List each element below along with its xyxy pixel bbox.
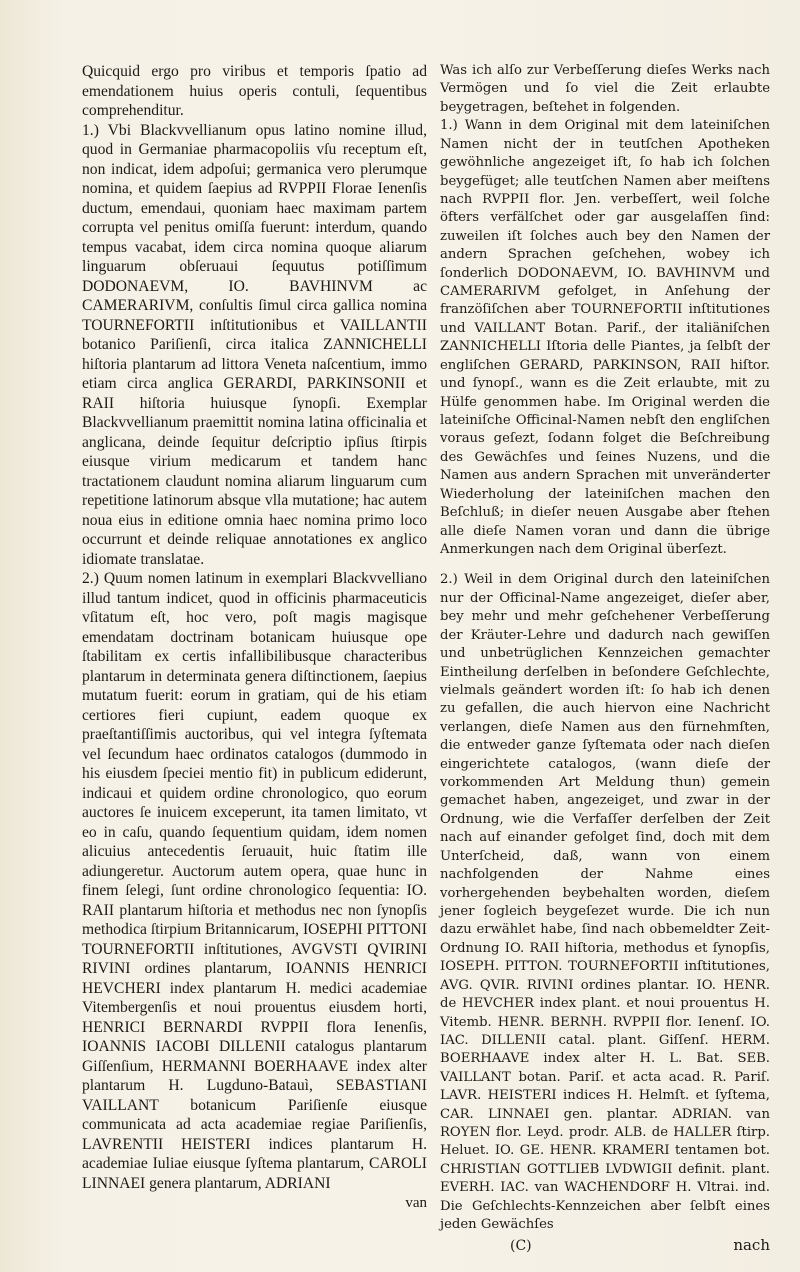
latin-catchword-row: [82, 1194, 427, 1214]
german-paragraph-1: 1.) Wann in dem Original mit dem lateiniſchen Namen nicht der in teutſchen Apotheken gewöhnliche angezeiget iſt, ſo hab ich ſolchen beygefüget; alle teutſchen Namen aber meiſtens nach RVPPII flor. Jen. verbeſſert, weil ſolche öfters verfälſchet oder gar ausgelaſſen ſind: zuweilen iſt ſolches auch bey den Namen der andern Sprachen geſchehen, wobey ich ſonderlich DODONAEVM, IO. BAVHINVM und CAMERARIVM gefolget, in Anſehung der franzöſiſchen aber TOURNEFORTII inſtitutiones und VAILLANT Botan. Parif., der italiäniſchen ZANNICHELLI Iſtoria delle Piantes, ja ſelbſt der engliſchen GERARD, PARKINSON, RAII hiſtor. und ſynopſ., wann es die Zeit erlaubte, mit zu Hülfe genommen habe. Im Original werden die lateiniſche Officinal-Namen nebſt den engliſchen voraus geſezt, ſodann folget die Beſchreibung des Gewächſes und ſeines Nuzens, und die Namen aus andern Sprachen mit unveränderter Wiederholung der lateiniſchen machen den Beſchluß; in dieſer neuen Ausgabe aber ſtehen alle dieſe Namen voran und dann die übrige Anmerkungen nach dem Original überſezt.: [440, 118, 770, 557]
german-catchword-row: [440, 1236, 770, 1255]
german-intro-paragraph: Was ich alſo zur Verbeſſerung dieſes Werks nach Vermögen und ſo viel die Zeit erlaubte beygetragen, beſtehet in folgenden.: [440, 63, 770, 115]
latin-column: [82, 62, 427, 1214]
german-paragraph-2: 2.) Weil in dem Original durch den lateiniſchen nur der Officinal-Name angezeiget, dieſer aber, bey mehr und mehr geſchehener Verbeſſerung der Kräuter-Lehre und dadurch nach gewiſſen und unbetrüglichen Kennzeichen gemachter Eintheilung derſelben in beſondere Geſchlechte, vielmals geändert worden iſt: ſo hab ich denen zu gefallen, die auch hiervon eine Nachricht verlangen, dieſe Namen aus den fürnehmſten, die entweder ganze ſyſtemata oder nach dieſen eingerichtete catalogos, (wann dieſe der vorkommenden Art Meldung thun) gemein gemachet haben, angezeiget, und zwar in der Ordnung, wie die Verfaſſer derſelben der Zeit nach auf einander gefolget ſind, doch mit dem Unterſcheid, daß, wann von einem nachfolgenden der Nahme eines vorhergehenden beybehalten worden, dieſem jener ſogleich beygeſezet wurde. Die ich nun dazu erwählet habe, ſind nach obbemeldter Zeit-Ordnung IO. RAII hiſtoria, methodus et ſynopſis, IOSEPH. PITTON. TOURNEFORTII inſtitutiones, AVG. QVIR. RIVINI ordines plantar. IO. HENR. de HEVCHER index plant. et noui prouentus H. Vitemb. HENR. BERNH. RVPPII flor. Ienenſ. IO. IAC. DILLENII catal. plant. Giſſenſ. HERM. BOERHAAVE index alter H. L. Bat. SEB. VAILLANT botan. Pariſ. et acta acad. R. Pariſ. LAVR. HEISTERI indices H. Helmſt. et ſyſtema, CAR. LINNAEI gen. plantar. ADRIAN. van ROYEN flor. Leyd. prodr. ALB. de HALLER ſtirp. Heluet. IO. GE. HENR. KRAMERI tentamen bot. CHRISTIAN GOTTLIEB LVDWIGII definit. plant. EVERH. IAC. van WACHENDORF H. Vltrai. ind. Die Geſchlechts-Kennzeichen aber ſelbſt eines jeden Gewächſes: [440, 572, 770, 1233]
signature-mark: (C): [510, 1237, 532, 1254]
latin-paragraph-1: 1.) Vbi Blackvvellianum opus latino nomine illud, quod in Germaniae pharmacopoliis vſu receptum eſt, non indicat, idem adpoſui; germanica vero plerumque nomina, et quidem ſaepius ad RVPPII Florae Ienenſis ductum, emendaui, quoniam haec maximam partem corrupta vel penitus omiſſa fuerunt: interdum, quando tempus vacabat, idem circa nomina quoque aliarum linguarum obſeruaui ſequutus potiſſimum DODONAEVM, IO. BAVHINVM ac CAMERARIVM, conſultis ſimul circa gallica nomina TOURNEFORTII inſtitutionibus et VAILLANTII botanico Pariſienſi, circa italica ZANNICHELLI hiſtoria plantarum ad littora Veneta naſcentium, immo etiam circa anglica GERARDI, PARKINSONII et RAII hiſtoria huiusque ſynopſi. Exemplar Blackvvellianum praemittit nomina latina officinalia et anglicana, deinde ſequitur deſcriptio ipſius ſtirpis eiusque virium medicarum et tandem hanc tractationem claudunt nomina aliarum linguarum cum repetitione latinorum absque vlla mutatione; hac autem noua eius in editione omnia haec nomina primo loco occurrunt et deinde reliquae annotationes ex anglico idiomate translatae.: [82, 121, 427, 568]
latin-catchword: van: [405, 1195, 427, 1211]
latin-paragraph-2: 2.) Quum nomen latinum in exemplari Blackvvelliano illud tantum indicet, quod in officinis pharmaceuticis vſitatum eſt, hoc vero, poſt magis magisque emendatam doctrinam botanicam huiusque ope ſtabilitam ex certis infallibilibusque characteribus plantarum in determinata genera diſtinctionem, ſaepius mutatum fuerit: eorum in gratiam, qui de his etiam certiores fieri cupiunt, eadem quoque ex praeſtantiſſimis auctoribus, qui vel integra ſyſtemata vel ſecundum haec ordinatos catalogos (dummodo in his eiusdem ſpeciei mentio fit) in publicum ediderunt, indicaui et quidem ordine chronologico, quo eorum auctores ſe inuicem exceperunt, ita tamen limitato, vt eo in caſu, quando ſequentium quidam, idem nomen alicuius antecedentis ſeruauit, huic ſtatim ille adiungeretur. Auctorum autem opera, quae hunc in finem ſelegi, ſunt ordine chronologico ſequentia: IO. RAII plantarum hiſtoria et methodus nec non ſynopſis methodica ſtirpium Britannicarum, IOSEPHI PITTONI TOURNEFORTII inſtitutiones, AVGVSTI QVIRINI RIVINI ordines plantarum, IOANNIS HENRICI HEVCHERI index plantarum H. medici academiae Vitembergenſis et noui prouentus eiusdem horti, HENRICI BERNARDI RVPPII flora Ienenſis, IOANNIS IACOBI DILLENII catalogus plantarum Giſſenſium, HERMANNI BOERHAAVE index alter plantarum H. Lugduno-Batauì, SEBASTIANI VAILLANT botanicum Pariſienſe eiusque communicata ad acta academiae regiae Pariſienſis, LAVRENTII HEISTERI indices plantarum H. academiae Iuliae eiusque ſyſtema plantarum, CAROLI LINNAEI genera plantarum, ADRIANI: [82, 570, 427, 1192]
latin-intro-paragraph: Quicquid ergo pro viribus et temporis ſpatio ad emendationem huius operis contuli, ſequentibus comprehenditur.: [82, 63, 427, 119]
german-catchword: nach: [733, 1235, 770, 1254]
german-column: [440, 62, 770, 1255]
